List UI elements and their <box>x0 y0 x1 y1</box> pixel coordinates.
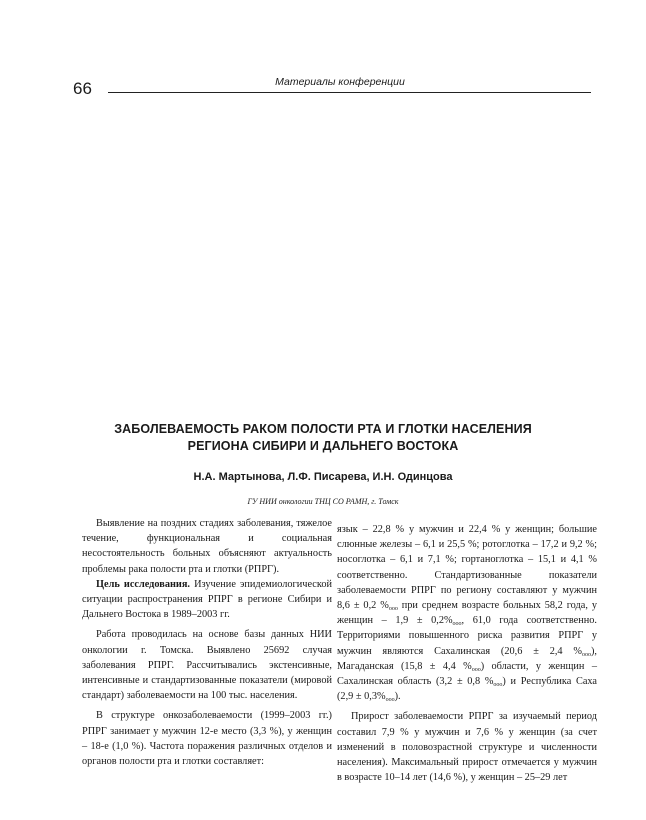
text-segment: ) и Республика Саха (2,9 ± 0,3% <box>337 676 597 703</box>
paragraph-structure: В структуре онкозаболеваемости (1999–2003 гг.) РПРГ занимает у мужчин 12-е место (3,3 %), у женщин – 18-е (1,0 %). Частота поражения различных отделов и органов полости рта и глотки составляет: <box>82 710 332 768</box>
article-title <box>60 421 586 455</box>
right-column <box>337 522 597 785</box>
paragraph-intro: Выявление на поздних стадиях заболевания, тяжелое течение, функциональная и социальная несостоятельность больных объясняют актуальность проблемы рака полости рта и глотки (РПРГ). <box>82 518 332 575</box>
page-number: 66 <box>73 79 92 98</box>
affiliation: ГУ НИИ онкологии ТНЦ СО РАМН, г. Томск <box>247 497 399 506</box>
paragraph-growth: Прирост заболеваемости РПРГ за изучаемый период составил 7,9 % у мужчин и 7,6 % у женщин (за счет изменений в половозрастной структуре и численности населения). Максимальный прирост отмечается у мужчин в возрасте 10–14 лет (14,6 %), у женщин – 25–29 лет <box>337 711 597 784</box>
paragraph-methods: Работа проводилась на основе базы данных НИИ онкологии г. Томска. Выявлено 25692 случая заболевания РПРГ. Рассчитывались экстенсивные, интенсивные и стандартизованные показатели (мировой стандарт) заболеваемости на 100 тыс. населения. <box>82 629 332 702</box>
subscript: ооо <box>471 666 481 673</box>
subscript: ооо <box>493 682 503 689</box>
subscript: ооо <box>388 606 398 613</box>
text-segment: при среднем возрасте больных 58,2 года, у женщин – 1,9 ± 0,2% <box>337 600 597 627</box>
paragraph-aim <box>82 577 332 623</box>
text-segment: , 61,0 года соответственно. Территориями повышенного риска развития РПРГ у мужчин являются Сахалинская (20,6 ± 2,4 % <box>337 615 597 657</box>
text-segment: ), Магаданская (15,8 ± 4,4 % <box>337 645 597 672</box>
text-segment: ) области, у женщин – Сахалинская область (3,2 ± 0,8 % <box>337 660 597 688</box>
running-head: Материалы конференции <box>275 76 405 88</box>
paragraph-frequency <box>337 522 597 704</box>
aim-text: Изучение эпидемиологической ситуации распространения РПРГ в регионе Сибири и Дальнего Востока в 1989–2003 гг. <box>82 578 333 621</box>
text-segment: ). <box>394 691 401 703</box>
subscript: ооо <box>581 651 591 658</box>
title-line-2: РЕГИОНА СИБИРИ И ДАЛЬНЕГО ВОСТОКА <box>187 439 459 453</box>
title-line-1: ЗАБОЛЕВАЕМОСТЬ РАКОМ ПОЛОСТИ РТА И ГЛОТКИ НАСЕЛЕНИЯ <box>114 422 532 436</box>
left-column <box>82 516 332 769</box>
text-segment: язык – 22,8 % у мужчин и 22,4 % у женщин; большие слюнные железы – 6,1 и 25,5 %; ротоглотка – 17,2 и 9,2 %; носоглотка – 6,1 и 7,1 %; гортаноглотка – 15,1 и 4,1 % соответственно. Стандартизованные показатели заболеваемости РПРГ по региону составляют у мужчин 8,6 ± 0,2 % <box>337 524 597 612</box>
aim-label: Цель исследования. <box>96 578 191 590</box>
subscript: ооо <box>385 697 395 704</box>
header-rule <box>108 92 591 93</box>
authors: Н.А. Мартынова, Л.Ф. Писарева, И.Н. Одинцова <box>193 471 453 483</box>
subscript: ооо <box>452 621 462 628</box>
